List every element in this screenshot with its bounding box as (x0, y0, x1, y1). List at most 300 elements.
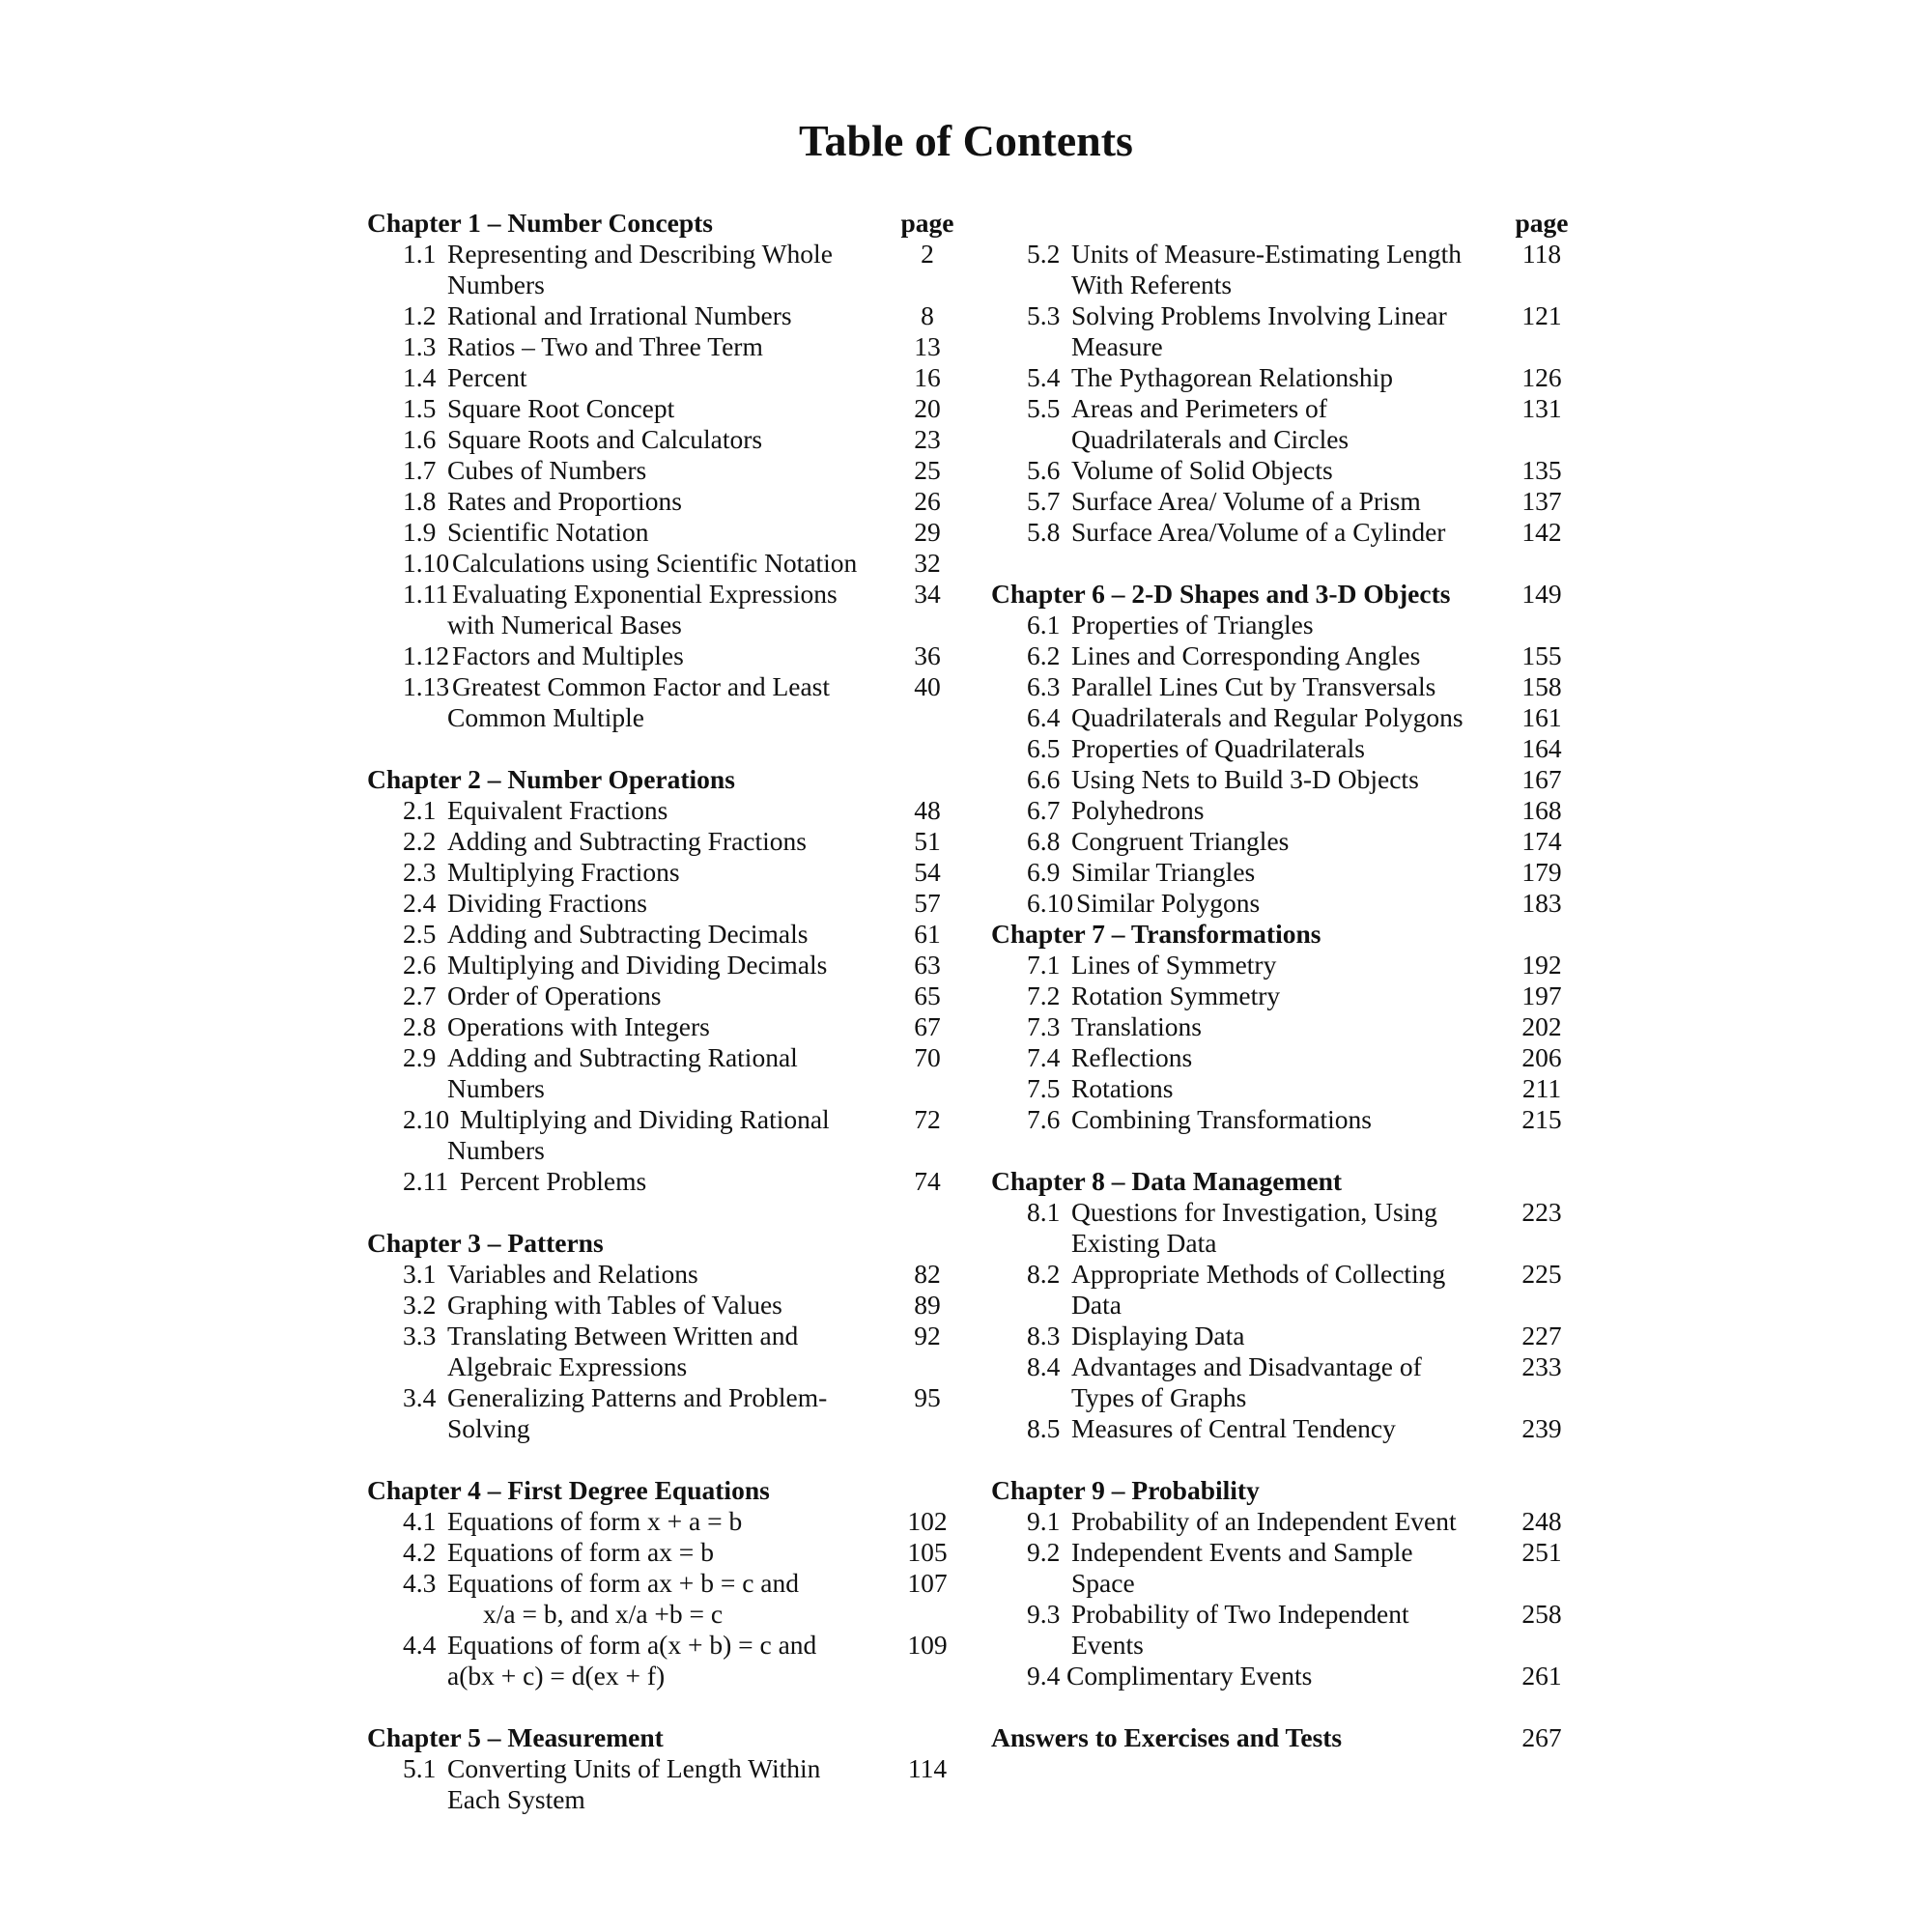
section-title: Translating Between Written and (447, 1321, 799, 1350)
section-title: Similar Polygons (1076, 888, 1261, 918)
toc-entry (991, 1104, 1571, 1135)
page-number: 202 (1521, 1011, 1562, 1041)
toc-entry (991, 950, 1571, 980)
section-number: 6.7 (1027, 795, 1061, 825)
chapter-title: Chapter 7 – Transformations (991, 919, 1321, 949)
section-number: 5.6 (1027, 455, 1061, 485)
section-title-continued: Types of Graphs (1071, 1382, 1247, 1412)
toc-entry (367, 980, 966, 1011)
chapter-title: Chapter 8 – Data Management (991, 1166, 1343, 1196)
section-title: Adding and Subtracting Fractions (447, 826, 807, 856)
section-number: 7.4 (1027, 1042, 1061, 1072)
section-title-continued: Events (1071, 1630, 1144, 1660)
section-title-continued: with Numerical Bases (447, 610, 682, 639)
page-number: 168 (1521, 795, 1562, 825)
section-title-continued: Numbers (447, 1073, 545, 1103)
page-number: 137 (1521, 486, 1562, 516)
section-number: 1.3 (403, 331, 437, 361)
spacer (991, 1135, 1571, 1166)
section-number: 2.5 (403, 919, 437, 949)
chapter-heading (991, 1722, 1571, 1753)
section-number: 2.8 (403, 1011, 437, 1041)
page-number: 13 (914, 331, 941, 361)
section-title: Similar Triangles (1071, 857, 1256, 887)
spacer (367, 1444, 966, 1475)
page-number: 109 (907, 1630, 948, 1660)
page-number: 225 (1521, 1259, 1562, 1289)
section-title: Multiplying and Dividing Decimals (447, 950, 828, 980)
section-title: Solving Problems Involving Linear (1071, 300, 1447, 330)
section-title: Adding and Subtracting Decimals (447, 919, 809, 949)
page-number: 126 (1521, 362, 1562, 392)
toc-entry (367, 1321, 966, 1351)
section-number: 3.2 (403, 1290, 437, 1320)
toc-entry (991, 795, 1571, 826)
page-number: 40 (914, 671, 941, 701)
section-number: 6.1 (1027, 610, 1061, 639)
section-title-continued: Data (1071, 1290, 1122, 1320)
toc-entry (367, 671, 966, 702)
section-title: Dividing Fractions (447, 888, 648, 918)
page-number: 142 (1521, 517, 1562, 547)
spacer (991, 548, 1571, 579)
section-title: Probability of an Independent Event (1071, 1506, 1457, 1536)
chapter-heading (991, 1475, 1571, 1506)
section-number: 2.3 (403, 857, 437, 887)
page-number: 155 (1521, 640, 1562, 670)
page-number: 164 (1521, 733, 1562, 763)
section-title: Graphing with Tables of Values (447, 1290, 782, 1320)
section-number: 5.1 (403, 1753, 437, 1783)
section-title: Calculations using Scientific Notation (452, 548, 858, 578)
page-number: 223 (1521, 1197, 1562, 1227)
section-number: 5.2 (1027, 239, 1061, 269)
page-number: 70 (914, 1042, 941, 1072)
toc-entry (991, 1073, 1571, 1104)
section-number: 2.11 (403, 1166, 449, 1196)
section-number: 6.6 (1027, 764, 1061, 794)
section-title: Lines and Corresponding Angles (1071, 640, 1421, 670)
toc-entry (367, 548, 966, 579)
page-number: 105 (907, 1537, 948, 1567)
toc-entry (367, 1166, 966, 1197)
page-column-header: page (1515, 208, 1569, 238)
section-number: 1.11 (403, 579, 449, 609)
section-number: 5.3 (1027, 300, 1061, 330)
page-number: 2 (921, 239, 934, 269)
section-title: Greatest Common Factor and Least (452, 671, 831, 701)
toc-entry (991, 764, 1571, 795)
page-number: 20 (914, 393, 941, 423)
page-number: 34 (914, 579, 941, 609)
section-title-continued: a(bx + c) = d(ex + f) (447, 1661, 666, 1690)
chapter-title: Chapter 5 – Measurement (367, 1722, 664, 1752)
toc-entry (991, 1599, 1571, 1630)
page-number: 239 (1521, 1413, 1562, 1443)
toc-entry (991, 1506, 1571, 1537)
toc-entry (991, 362, 1571, 393)
section-number: 5.8 (1027, 517, 1061, 547)
section-title: Translations (1071, 1011, 1202, 1041)
toc-entry (367, 1568, 966, 1599)
page-number: 233 (1521, 1351, 1562, 1381)
page-number: 51 (914, 826, 941, 856)
section-number: 7.6 (1027, 1104, 1061, 1134)
section-number: 1.2 (403, 300, 437, 330)
section-title: Rational and Irrational Numbers (447, 300, 792, 330)
toc-entry (367, 795, 966, 826)
section-title: Reflections (1071, 1042, 1193, 1072)
toc-entry (367, 331, 966, 362)
section-title: Multiplying and Dividing Rational (460, 1104, 830, 1134)
page-number: 16 (914, 362, 941, 392)
section-title: Order of Operations (447, 980, 662, 1010)
section-title-continued: Measure (1071, 331, 1163, 361)
toc-entry (367, 424, 966, 455)
section-title: Independent Events and Sample (1071, 1537, 1413, 1567)
page-number: 92 (914, 1321, 941, 1350)
section-number: 2.4 (403, 888, 437, 918)
page-number: 227 (1521, 1321, 1562, 1350)
chapter-heading (991, 1166, 1571, 1197)
section-title: Displaying Data (1071, 1321, 1245, 1350)
toc-entry-continuation (991, 331, 1571, 362)
toc-entry (367, 1290, 966, 1321)
spacer (991, 1691, 1571, 1722)
page-column-header: page (900, 208, 954, 238)
section-title: Questions for Investigation, Using (1071, 1197, 1437, 1227)
section-title: Complimentary Events (1066, 1661, 1313, 1690)
toc-entry (991, 1197, 1571, 1228)
toc-column-right (991, 208, 1571, 1753)
page-number: 215 (1521, 1104, 1562, 1134)
page-number: 29 (914, 517, 941, 547)
spacer (367, 1197, 966, 1228)
page-number: 135 (1521, 455, 1562, 485)
toc-entry-continuation (367, 1073, 966, 1104)
toc-entry (991, 980, 1571, 1011)
section-title-continued: x/a = b, and x/a +b = c (483, 1599, 724, 1629)
toc-entry (367, 1011, 966, 1042)
section-title: Factors and Multiples (452, 640, 684, 670)
section-number: 7.5 (1027, 1073, 1061, 1103)
section-number: 7.2 (1027, 980, 1061, 1010)
page-number: 65 (914, 980, 941, 1010)
section-number: 6.2 (1027, 640, 1061, 670)
page-number: 167 (1521, 764, 1562, 794)
page-number: 251 (1521, 1537, 1562, 1567)
spacer (367, 733, 966, 764)
toc-entry-continuation (991, 1228, 1571, 1259)
page-number: 183 (1521, 888, 1562, 918)
section-number: 4.2 (403, 1537, 437, 1567)
section-number: 1.7 (403, 455, 437, 485)
section-title-continued: Space (1071, 1568, 1135, 1598)
section-title: Equations of form a(x + b) = c and (447, 1630, 817, 1660)
section-title-continued: Numbers (447, 1135, 545, 1165)
page-number: 89 (914, 1290, 941, 1320)
section-title: Converting Units of Length Within (447, 1753, 821, 1783)
page-title: Table of Contents (799, 116, 1133, 165)
section-number: 4.3 (403, 1568, 437, 1598)
toc-entry-continuation (367, 1599, 966, 1630)
section-title-continued: Algebraic Expressions (447, 1351, 688, 1381)
toc-entry (991, 671, 1571, 702)
page-number: 192 (1521, 950, 1562, 980)
chapter-heading (367, 764, 966, 795)
page-number: 197 (1521, 980, 1562, 1010)
page-number: 206 (1521, 1042, 1562, 1072)
page-number: 32 (914, 548, 941, 578)
page-number: 26 (914, 486, 941, 516)
section-title: Quadrilaterals and Regular Polygons (1071, 702, 1463, 732)
section-number: 3.3 (403, 1321, 437, 1350)
toc-entry-continuation (367, 1413, 966, 1444)
toc-entry (991, 1259, 1571, 1290)
section-number: 3.4 (403, 1382, 437, 1412)
section-number: 9.4 (1027, 1661, 1061, 1690)
toc-entry (367, 517, 966, 548)
section-title: Rotations (1071, 1073, 1174, 1103)
section-title: Adding and Subtracting Rational (447, 1042, 798, 1072)
page-number: 211 (1521, 1073, 1562, 1103)
section-number: 2.2 (403, 826, 437, 856)
page-number: 48 (914, 795, 941, 825)
section-title: Equations of form ax + b = c and (447, 1568, 799, 1598)
section-number: 6.5 (1027, 733, 1061, 763)
section-title: Units of Measure-Estimating Length (1071, 239, 1463, 269)
toc-entry (991, 1011, 1571, 1042)
section-title: Appropriate Methods of Collecting (1071, 1259, 1446, 1289)
page-number: 248 (1521, 1506, 1562, 1536)
toc-entry (991, 1321, 1571, 1351)
toc-entry-continuation (991, 1568, 1571, 1599)
toc-entry (367, 1042, 966, 1073)
section-number: 2.9 (403, 1042, 437, 1072)
section-number: 8.4 (1027, 1351, 1061, 1381)
section-title: Advantages and Disadvantage of (1071, 1351, 1422, 1381)
section-number: 8.2 (1027, 1259, 1061, 1289)
chapter-heading (991, 208, 1571, 239)
section-number: 1.10 (403, 548, 450, 578)
section-number: 8.1 (1027, 1197, 1061, 1227)
section-title-continued: Quadrilaterals and Circles (1071, 424, 1350, 454)
section-title: Scientific Notation (447, 517, 649, 547)
page-number: 121 (1521, 300, 1562, 330)
chapter-title: Answers to Exercises and Tests (991, 1722, 1343, 1752)
section-title: Surface Area/ Volume of a Prism (1071, 486, 1421, 516)
toc-entry-continuation (367, 1351, 966, 1382)
section-title-continued: Existing Data (1071, 1228, 1217, 1258)
section-number: 2.10 (403, 1104, 450, 1134)
chapter-title: Chapter 4 – First Degree Equations (367, 1475, 770, 1505)
toc-entry (991, 702, 1571, 733)
section-title: Rotation Symmetry (1071, 980, 1281, 1010)
toc-entry-continuation (367, 270, 966, 300)
toc-entry (991, 486, 1571, 517)
toc-entry (367, 455, 966, 486)
toc-entry (991, 826, 1571, 857)
toc-entry (367, 1506, 966, 1537)
section-title: Operations with Integers (447, 1011, 710, 1041)
section-title: Equivalent Fractions (447, 795, 668, 825)
chapter-heading (367, 208, 966, 239)
chapter-title: Chapter 9 – Probability (991, 1475, 1260, 1505)
section-number: 4.1 (403, 1506, 437, 1536)
toc-entry (367, 486, 966, 517)
section-number: 7.1 (1027, 950, 1061, 980)
chapter-heading (991, 579, 1571, 610)
section-title: Cubes of Numbers (447, 455, 647, 485)
page-number: 258 (1521, 1599, 1562, 1629)
section-title: Surface Area/Volume of a Cylinder (1071, 517, 1446, 547)
section-title: Measures of Central Tendency (1071, 1413, 1396, 1443)
toc-entry (367, 1259, 966, 1290)
toc-entry (991, 300, 1571, 331)
section-number: 2.6 (403, 950, 437, 980)
section-number: 8.5 (1027, 1413, 1061, 1443)
page-number: 131 (1521, 393, 1562, 423)
toc-entry (367, 362, 966, 393)
section-title: Variables and Relations (447, 1259, 698, 1289)
toc-entry (367, 919, 966, 950)
section-number: 1.13 (403, 671, 450, 701)
page-number: 149 (1521, 579, 1562, 609)
toc-entry (991, 1661, 1571, 1691)
toc-entry (367, 1630, 966, 1661)
section-number: 9.1 (1027, 1506, 1061, 1536)
section-title: Combining Transformations (1071, 1104, 1372, 1134)
chapter-heading (367, 1228, 966, 1259)
page-number: 174 (1521, 826, 1562, 856)
section-title: Areas and Perimeters of (1071, 393, 1327, 423)
page-number: 36 (914, 640, 941, 670)
toc-entry (991, 733, 1571, 764)
page-number: 114 (907, 1753, 948, 1783)
toc-entry (991, 455, 1571, 486)
toc-entry (991, 239, 1571, 270)
toc-entry-continuation (367, 702, 966, 733)
page-number: 179 (1521, 857, 1562, 887)
spacer (991, 1444, 1571, 1475)
page-number: 261 (1521, 1661, 1562, 1690)
page-number: 95 (914, 1382, 941, 1412)
section-title: Generalizing Patterns and Problem- (447, 1382, 828, 1412)
chapter-title: Chapter 3 – Patterns (367, 1228, 604, 1258)
page-number: 61 (914, 919, 941, 949)
page-number: 23 (914, 424, 941, 454)
toc-entry (991, 1537, 1571, 1568)
toc-entry (367, 1537, 966, 1568)
toc-entry (991, 1042, 1571, 1073)
section-number: 1.9 (403, 517, 437, 547)
toc-entry (367, 950, 966, 980)
toc-entry (367, 1753, 966, 1784)
toc-entry (367, 1382, 966, 1413)
toc-entry (991, 1351, 1571, 1382)
section-number: 8.3 (1027, 1321, 1061, 1350)
page-number: 54 (914, 857, 941, 887)
toc-entry (991, 1413, 1571, 1444)
section-title: Probability of Two Independent (1071, 1599, 1409, 1629)
toc-entry (367, 857, 966, 888)
section-number: 5.4 (1027, 362, 1061, 392)
page-number: 74 (914, 1166, 941, 1196)
toc-entry-continuation (991, 1382, 1571, 1413)
section-title-continued: With Referents (1071, 270, 1233, 299)
section-title: Square Root Concept (447, 393, 675, 423)
section-number: 5.7 (1027, 486, 1061, 516)
toc-column-left (367, 208, 966, 1815)
toc-entry (367, 826, 966, 857)
page-number: 118 (1521, 239, 1562, 269)
toc-entry-continuation (367, 610, 966, 640)
spacer (367, 1691, 966, 1722)
toc-entry (991, 517, 1571, 548)
toc-entry-continuation (991, 1630, 1571, 1661)
section-number: 1.5 (403, 393, 437, 423)
page-number: 72 (914, 1104, 941, 1134)
toc-entry-continuation (991, 1290, 1571, 1321)
section-title: Percent Problems (460, 1166, 647, 1196)
section-title: Evaluating Exponential Expressions (452, 579, 838, 609)
section-title: Properties of Quadrilaterals (1071, 733, 1365, 763)
section-title-continued: Solving (447, 1413, 530, 1443)
section-title: Rates and Proportions (447, 486, 682, 516)
toc-entry (991, 610, 1571, 640)
section-title: Ratios – Two and Three Term (447, 331, 763, 361)
section-title: Percent (447, 362, 527, 392)
page-number: 8 (921, 300, 934, 330)
toc-entry (367, 300, 966, 331)
section-title: Volume of Solid Objects (1071, 455, 1333, 485)
page-number: 63 (914, 950, 941, 980)
toc-entry (991, 888, 1571, 919)
section-number: 2.1 (403, 795, 437, 825)
page-number: 161 (1521, 702, 1562, 732)
toc-entry (367, 888, 966, 919)
section-number: 1.12 (403, 640, 450, 670)
toc-entry (991, 640, 1571, 671)
section-title: Representing and Describing Whole (447, 239, 833, 269)
section-number: 9.2 (1027, 1537, 1061, 1567)
section-number: 9.3 (1027, 1599, 1061, 1629)
toc-entry-continuation (367, 1661, 966, 1691)
toc-entry (367, 239, 966, 270)
section-number: 1.8 (403, 486, 437, 516)
section-title: Lines of Symmetry (1071, 950, 1277, 980)
page-number: 102 (907, 1506, 948, 1536)
section-number: 2.7 (403, 980, 437, 1010)
section-number: 1.4 (403, 362, 437, 392)
chapter-title: Chapter 1 – Number Concepts (367, 208, 714, 238)
section-number: 1.6 (403, 424, 437, 454)
page-number: 25 (914, 455, 941, 485)
section-number: 3.1 (403, 1259, 437, 1289)
section-title: Equations of form ax = b (447, 1537, 714, 1567)
page-number: 67 (914, 1011, 941, 1041)
page-number: 267 (1521, 1722, 1562, 1752)
section-number: 4.4 (403, 1630, 437, 1660)
section-number: 6.8 (1027, 826, 1061, 856)
section-title: Multiplying Fractions (447, 857, 680, 887)
section-title-continued: Common Multiple (447, 702, 644, 732)
section-number: 6.3 (1027, 671, 1061, 701)
section-title: Square Roots and Calculators (447, 424, 763, 454)
page-number: 107 (907, 1568, 948, 1598)
toc-entry-continuation (991, 270, 1571, 300)
section-title: Congruent Triangles (1071, 826, 1290, 856)
